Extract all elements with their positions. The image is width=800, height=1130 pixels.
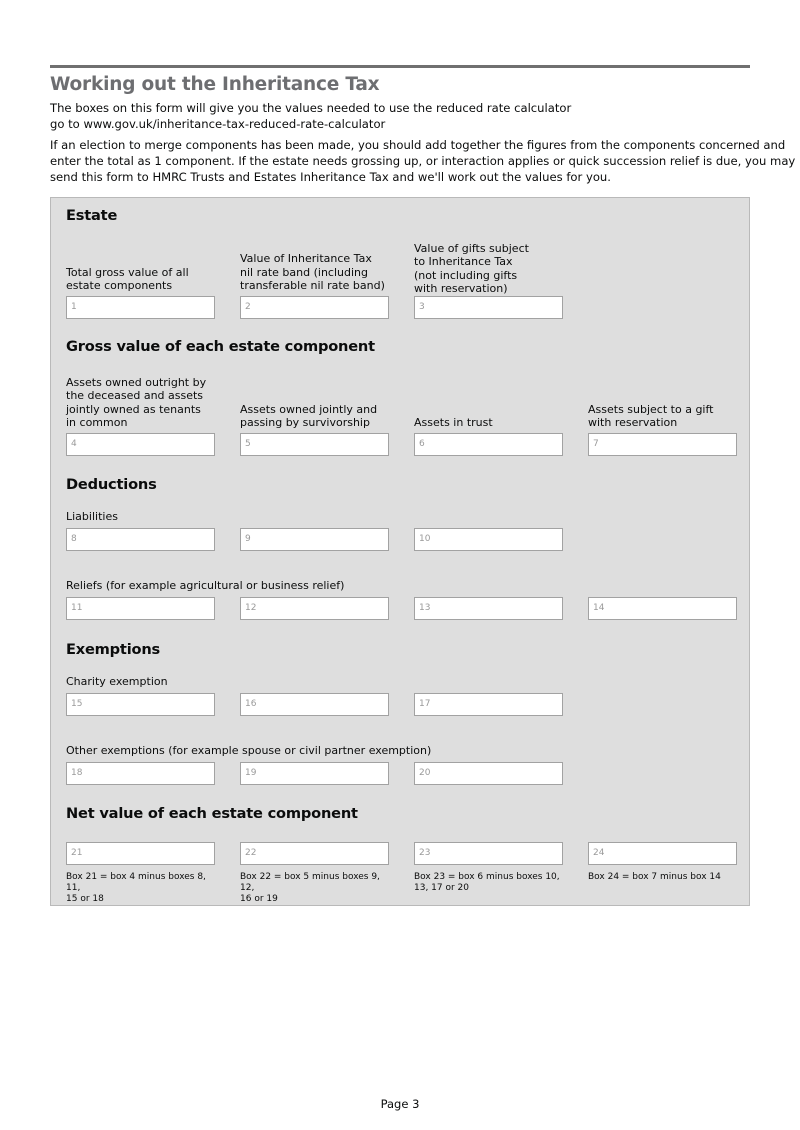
gross-value-heading: Gross value of each estate component	[66, 338, 375, 355]
box6-label: Assets in trust	[414, 416, 493, 430]
calculator-link[interactable]: go to www.gov.uk/inheritance-tax-reduced-rate-calculator	[50, 117, 386, 131]
liabilities-label: Liabilities	[66, 510, 118, 523]
charity-exemption-label: Charity exemption	[66, 675, 168, 688]
box-7-input[interactable]: 7	[588, 433, 737, 456]
box-21-input[interactable]: 21	[66, 842, 215, 865]
reliefs-label: Reliefs (for example agricultural or business relief)	[66, 579, 345, 592]
net-value-heading: Net value of each estate component	[66, 805, 358, 822]
box7-label: Assets subject to a gift with reservation	[588, 402, 714, 430]
box5-label: Assets owned jointly and passing by survivorship	[240, 402, 378, 430]
exemptions-heading: Exemptions	[66, 641, 161, 658]
box-6-input[interactable]: 6	[414, 433, 563, 456]
intro-text	[50, 100, 750, 132]
paragraph-line: enter the total as 1 component. If the estate needs grossing up, or interaction applies or quick succession relief is due, you may	[50, 154, 796, 168]
box3-label: Value of gifts subject to Inheritance Tax (not including gifts with reservation)	[414, 241, 529, 296]
box-13-input[interactable]: 13	[414, 597, 563, 620]
box-14-input[interactable]: 14	[588, 597, 737, 620]
box-4-input[interactable]: 4	[66, 433, 215, 456]
box2-label: Value of Inheritance Tax nil rate band (including transferable nil rate band)	[240, 252, 385, 293]
deductions-heading: Deductions	[66, 476, 157, 493]
page-title: Working out the Inheritance Tax	[50, 74, 380, 95]
box-11-input[interactable]: 11	[66, 597, 215, 620]
intro-line: The boxes on this form will give you the values needed to use the reduced rate calculator	[50, 101, 572, 115]
box-18-input[interactable]: 18	[66, 762, 215, 785]
header-rule	[50, 65, 750, 68]
box24-note: Box 24 = box 7 minus box 14	[588, 872, 721, 882]
box4-label: Assets owned outright by the deceased and assets jointly owned as tenants in common	[66, 375, 207, 430]
box-2-input[interactable]: 2	[240, 296, 389, 319]
box-22-input[interactable]: 22	[240, 842, 389, 865]
paragraph-line: send this form to HMRC Trusts and Estates Inheritance Tax and we'll work out the values for you.	[50, 170, 611, 184]
box1-label: Total gross value of all estate components	[66, 265, 189, 293]
box23-note: Box 23 = box 6 minus boxes 10, 13, 17 or 20	[414, 872, 560, 893]
box-5-input[interactable]: 5	[240, 433, 389, 456]
box-19-input[interactable]: 19	[240, 762, 389, 785]
box-23-input[interactable]: 23	[414, 842, 563, 865]
box-20-input[interactable]: 20	[414, 762, 563, 785]
box-24-input[interactable]: 24	[588, 842, 737, 865]
box-15-input[interactable]: 15	[66, 693, 215, 716]
estate-heading: Estate	[66, 207, 118, 224]
box-16-input[interactable]: 16	[240, 693, 389, 716]
paragraph-line: If an election to merge components has been made, you should add together the figures from the components concerned and	[50, 138, 786, 152]
box-10-input[interactable]: 10	[414, 528, 563, 551]
box-8-input[interactable]: 8	[66, 528, 215, 551]
other-exemptions-label: Other exemptions (for example spouse or civil partner exemption)	[66, 744, 432, 757]
page-number: Page 3	[380, 1097, 420, 1111]
box-1-input[interactable]: 1	[66, 296, 215, 319]
box-9-input[interactable]: 9	[240, 528, 389, 551]
box-17-input[interactable]: 17	[414, 693, 563, 716]
box22-note: Box 22 = box 5 minus boxes 9, 12, 16 or 19	[240, 872, 380, 904]
box-12-input[interactable]: 12	[240, 597, 389, 620]
box-3-input[interactable]: 3	[414, 296, 563, 319]
merge-paragraph	[50, 137, 796, 185]
calculation-panel	[50, 197, 750, 906]
box21-note: Box 21 = box 4 minus boxes 8, 11, 15 or 18	[66, 872, 206, 904]
